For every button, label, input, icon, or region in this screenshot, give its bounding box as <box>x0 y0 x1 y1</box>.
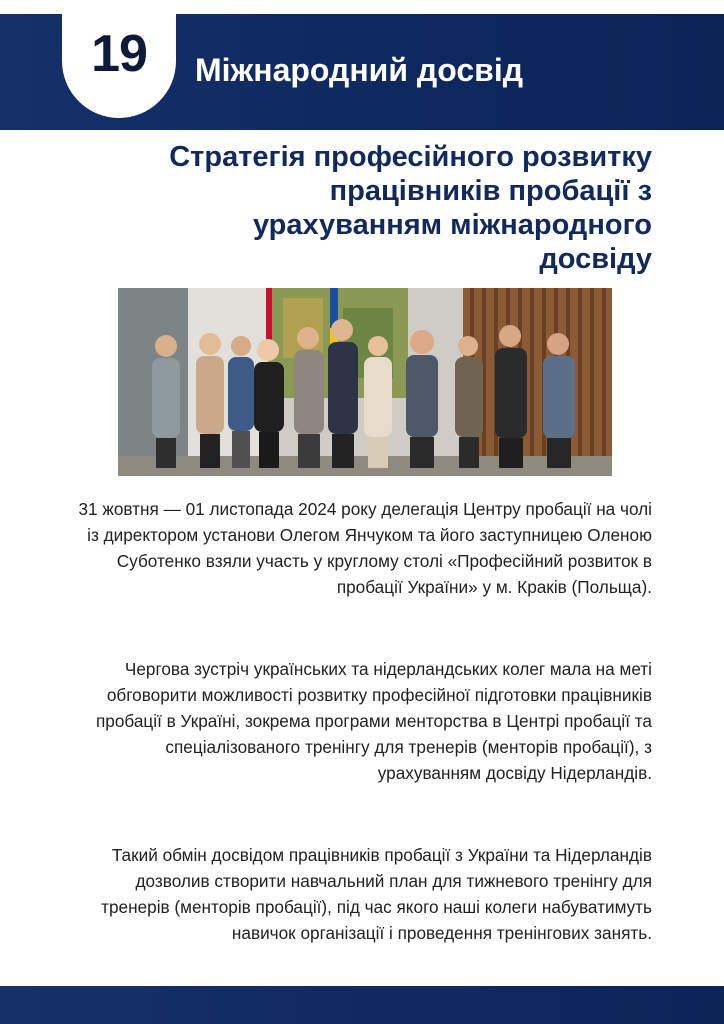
article-paragraph: Чергова зустріч українських та нідерландських колег мала на меті обговорити можливості розвитку професійної підготовки працівників пробації в Україні, зокрема програми менторства в Центрі пробації та спеціалізованого тренінгу для тренерів (менторів пробації), з урахуванням досвіду Нідерландів. <box>96 659 652 783</box>
group-photo <box>118 288 612 476</box>
article-title-line: досвіду <box>539 243 652 275</box>
footer-band <box>0 986 724 1024</box>
section-title: Міжнародний досвід <box>195 52 524 88</box>
page-number: 19 <box>91 25 147 83</box>
article-title-line: працівників пробації з <box>329 175 652 207</box>
article-paragraph: 31 жовтня — 01 листопада 2024 року делегація Центру пробації на чолі із директором установи Олегом Янчуком та його заступницею Оленою Суботенко взяли участь у круглому столі «Професійний розвиток в пробації України» у м. Краків (Польща). <box>78 499 652 597</box>
article-paragraph: Такий обмін досвідом працівників пробації з України та Нідерландів дозволив створити навчальний план для тижневого тренінгу для тренерів (менторів пробації), під час якого наші колеги набуватимуть навичок організації і проведення тренінгових занять. <box>101 845 652 943</box>
article-title-line: Стратегія професійного розвитку <box>169 141 652 173</box>
article-title <box>52 140 652 276</box>
article-title-line: урахуванням міжнародного <box>252 209 652 241</box>
